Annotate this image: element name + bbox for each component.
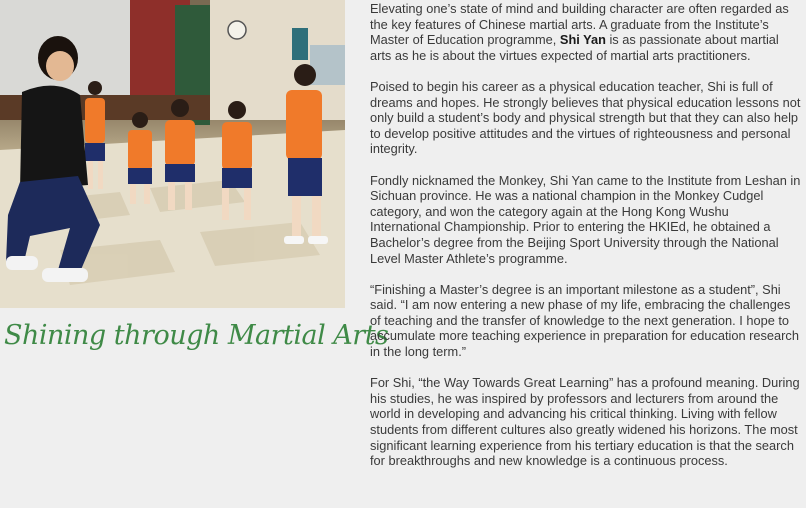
article-paragraph-4: “Finishing a Master’s degree is an important milestone as a student”, Shi said. “I am now entering a new phase of my life, embracing the challenges of teaching and the transfer of knowledge to the next generation. I hope to accumulate more teaching experience in preparation for education research in the long term.” [370, 281, 799, 360]
photo-illustration [0, 0, 345, 308]
notice-board [310, 45, 345, 85]
caption-title: Shining through Martial Arts [4, 320, 389, 351]
p1-intro: Elevating one’s state of mind and building character are often regarded as the key features of Chinese martial arts. A graduate from the Institute’s Master of Education programme, [370, 1, 789, 48]
martial-arts-class-photo [0, 0, 345, 308]
article-paragraph-5: For Shi, “the Way Towards Great Learning” has a profound meaning. During his studies, he was inspired by professors and lecturers from around the world in developing and advancing his critical thinking. Living with fellow students from different cultures also greatly widened his horizons. The most significant learning experience from his tertiary education is that the search for breakthroughs and new knowledge is a continuous process. [370, 375, 800, 469]
caption [4, 316, 389, 360]
featured-name: Shi Yan [559, 32, 606, 48]
article-paragraph-1 [370, 1, 802, 63]
p1-outro: is as passionate about martial arts as he is about the virtues expected of martial arts practitioners. [370, 32, 779, 63]
article-paragraph-3: Fondly nicknamed the Monkey, Shi Yan came to the Institute from Leshan in Sichuan province. He was a national champion in the Monkey Cudgel category, and won the category again at the Hong Kong Wushu International Championship. Prior to entering the HKIEd, he obtained a Bachelor’s degree from the Beijing Sport University through the National Level Master Athlete’s programme. [370, 172, 801, 266]
article-paragraph-2: Poised to begin his career as a physical education teacher, Shi is full of dreams and hopes. He strongly believes that physical education lessons not only build a student’s body and physical strength but that they can also help to develop positive attitudes and the virtues of righteousness and personal integrity. [370, 78, 801, 157]
wall-poster [292, 28, 308, 60]
wall-clock [228, 21, 246, 39]
article [370, 0, 802, 484]
